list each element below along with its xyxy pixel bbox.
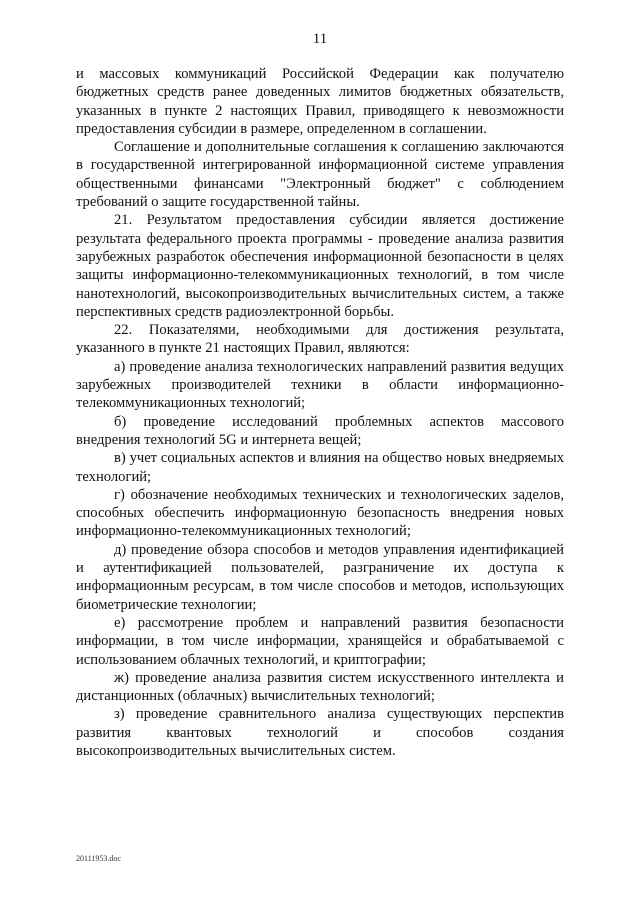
document-body (76, 65, 564, 760)
list-item-v: в) учет социальных аспектов и влияния на общество новых внедряемых технологий; (76, 450, 564, 485)
paragraph-21: 21. Результатом предоставления субсидии является достижение результата федерального проекта программы - проведение анализа развития зарубежных разработок обеспечения информационной безопасности в целях защиты информационно-телекоммуникационных технологий, в том числе нанотехнологий, высокопроизводительных вычислительных систем, а также перспективных средств радиоэлектронной борьбы. (76, 212, 564, 320)
list-item-d: д) проведение обзора способов и методов управления идентификацией и аутентификацией пользователей, разграничение их доступа к информационным ресурсам, в том числе способов и методов, использующих биометрические технологии; (76, 541, 564, 613)
list-item-e: е) рассмотрение проблем и направлений развития безопасности информации, в том числе информации, хранящейся и обрабатываемой с использованием облачных технологий, и криптографии; (76, 614, 564, 668)
footer-doc-code: 20111953.doc (76, 854, 121, 863)
list-item-b: б) проведение исследований проблемных аспектов массового внедрения технологий 5G и интернета вещей; (76, 413, 564, 448)
list-item-a: а) проведение анализа технологических направлений развития ведущих зарубежных производителей техники в области информационно-телекоммуникационных технологий; (76, 358, 564, 412)
list-item-g: г) обозначение необходимых технических и технологических заделов, способных обеспечить информационную безопасность внедрения новых информационно-телекоммуникационных технологий; (76, 486, 564, 540)
list-item-zh: ж) проведение анализа развития систем искусственного интеллекта и дистанционных (облачных) вычислительных технологий; (76, 669, 564, 705)
list-item-z: з) проведение сравнительного анализа существующих перспектив развития квантовых технологий и способов создания высокопроизводительных вычислительных систем. (76, 706, 564, 759)
paragraph-22: 22. Показателями, необходимыми для достижения результата, указанного в пункте 21 настоящих Правил, являются: (76, 322, 564, 357)
paragraph-agreement: Соглашение и дополнительные соглашения к соглашению заключаются в государственной интегрированной информационной системе управления общественными финансами "Электронный бюджет" с соблюдением требований о защите государственной тайны. (76, 139, 564, 211)
paragraph-continuation: и массовых коммуникаций Российской Федерации как получателю бюджетных средств ранее доведенных лимитов бюджетных обязательств, указанных в пункте 2 настоящих Правил, приводящего к невозможности предоставления субсидии в размере, определенном в соглашении. (76, 66, 564, 137)
page-number: 11 (312, 31, 328, 47)
